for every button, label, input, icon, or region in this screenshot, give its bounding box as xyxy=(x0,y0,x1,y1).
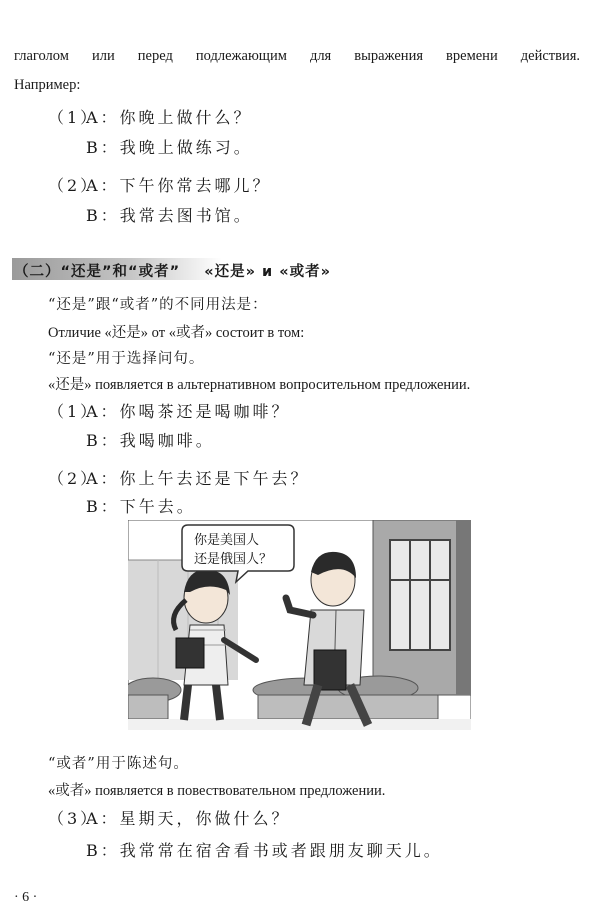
example-1-answer: B：我晚上做练习。 xyxy=(86,138,253,157)
page-number: · 6 · xyxy=(14,890,38,905)
example-number: （2） xyxy=(48,469,100,488)
example-5-question xyxy=(48,806,291,829)
section-title-ru: «还是» и «或者» xyxy=(204,264,331,280)
example-number: （2） xyxy=(48,176,100,195)
example-3-question xyxy=(48,399,291,422)
speech-bubble-line-1: 你是美国人 xyxy=(194,533,260,548)
explanation2-line-1: “或者”用于陈述句。 xyxy=(48,756,189,772)
example-5-answer: B：我常常在宿舍看书或者跟朋友聊天儿。 xyxy=(86,841,443,860)
example-4-answer: B：下午去。 xyxy=(86,497,196,516)
example-2-answer: B：我常去图书馆。 xyxy=(86,206,253,225)
example-4-question xyxy=(48,466,310,489)
speech-bubble-line-2: 还是俄国人？ xyxy=(194,552,273,567)
example-line: A：你喝茶还是喝咖啡？ xyxy=(86,402,291,421)
example-line: A：下午你常去哪儿？ xyxy=(86,176,272,195)
example-3-answer: B：我喝咖啡。 xyxy=(86,431,215,450)
explanation2-line-2: «或者» появляется в повествовательном предложении. xyxy=(48,783,386,799)
example-1-question xyxy=(48,105,253,128)
example-line: A：你晚上做什么？ xyxy=(86,108,253,127)
example-number: （3） xyxy=(48,809,100,828)
section-title xyxy=(14,260,331,281)
example-number: （1） xyxy=(48,402,100,421)
explanation-line-4: «还是» появляется в альтернативном вопросительном предложении. xyxy=(48,377,471,393)
example-line: A：星期天，你做什么？ xyxy=(86,809,291,828)
explanation-line-2: Отличие «还是» от «或者» состоит в том: xyxy=(48,325,305,341)
example-number: （1） xyxy=(48,108,100,127)
cartoon-illustration xyxy=(128,520,471,730)
intro-line-2: Например: xyxy=(14,77,81,93)
example-2-question xyxy=(48,173,272,196)
explanation-line-1: “还是”跟“或者”的不同用法是： xyxy=(48,297,268,313)
intro-line-1: глаголом или перед подлежающим для выражения времени действия. xyxy=(14,48,580,64)
example-line: A：你上午去还是下午去？ xyxy=(86,469,310,488)
section-title-cn: （二）“还是”和“或者” xyxy=(14,264,181,280)
explanation-line-3: “还是”用于选择问句。 xyxy=(48,351,205,367)
